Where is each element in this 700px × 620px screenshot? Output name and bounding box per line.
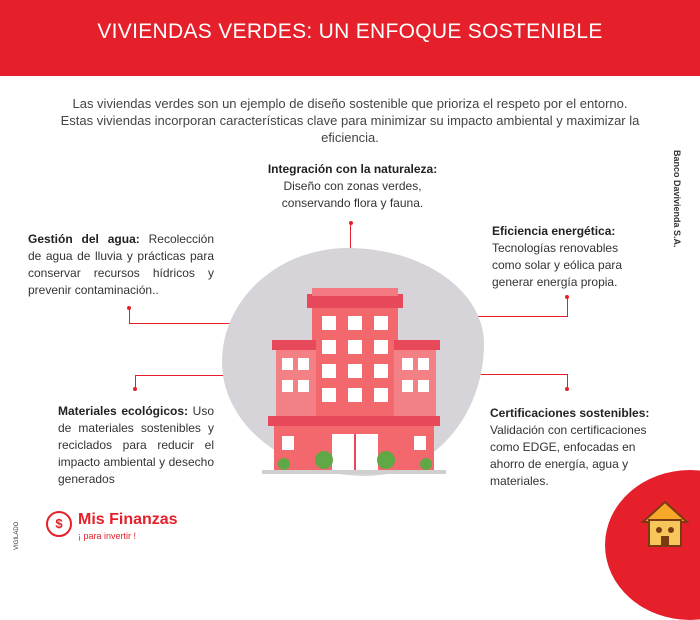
logo-tagline: ¡ para invertir !: [78, 531, 137, 541]
agua-text: Recolección de agua de lluvia y prácticas para conservar recursos hídricos y prevenir contaminación..: [28, 232, 214, 297]
section-naturaleza: [260, 161, 445, 212]
intro-text: Las viviendas verdes son un ejemplo de diseño sostenible que prioriza el respeto por el entorno. Estas viviendas incorporan características clave para minimizar su impacto ambiental y maximizar la eficiencia.: [60, 96, 640, 145]
materiales-text: Uso de materiales sostenibles y reciclados para reducir el impacto ambiental y desecho generados: [58, 404, 214, 486]
mis-finanzas-logo-icon: $: [46, 511, 72, 537]
connector-line: [567, 297, 568, 317]
section-materiales: [58, 403, 214, 488]
connector-line: [135, 375, 136, 389]
energia-title: Eficiencia energética:: [492, 224, 616, 238]
building-illustration: [262, 288, 446, 478]
certificaciones-text: Validación con certificaciones como EDGE, enfocadas en ahorro de energía, agua y materiales.: [490, 423, 647, 488]
page-title: VIVIENDAS VERDES: UN ENFOQUE SOSTENIBLE: [97, 20, 603, 43]
certificaciones-title: Certificaciones sostenibles:: [490, 406, 650, 420]
section-energia: [492, 223, 642, 291]
naturaleza-title: Integración con la naturaleza:: [267, 162, 438, 176]
bank-label: Banco Davivienda S.A.: [672, 150, 682, 248]
logo-name: Mis Finanzas: [78, 511, 178, 528]
section-certificaciones: [490, 405, 655, 490]
connector-line: [350, 224, 351, 250]
house-mascot-icon: [640, 500, 690, 548]
energia-text: Tecnologías renovables como solar y eólica para generar energía propia.: [492, 241, 623, 289]
section-agua: [28, 231, 214, 299]
materiales-title: Materiales ecológicos:: [58, 404, 189, 418]
connector-line: [129, 308, 130, 324]
naturaleza-text: Diseño con zonas verdes, conservando flora y fauna.: [281, 179, 424, 210]
vigilado-label: VIGILADO: [14, 521, 20, 550]
connector-line: [567, 374, 568, 389]
agua-title: Gestión del agua:: [28, 232, 140, 246]
